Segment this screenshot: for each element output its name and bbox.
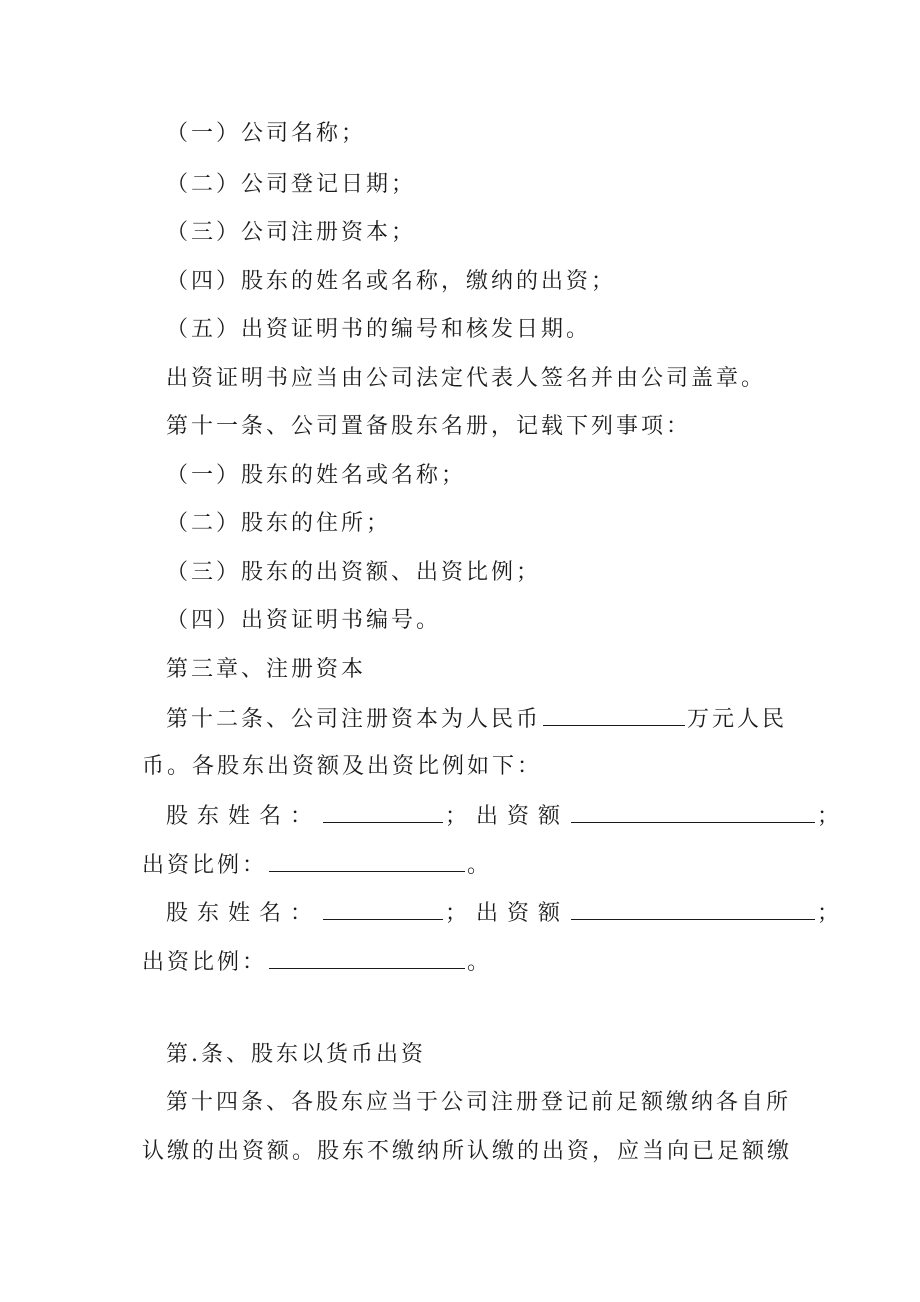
ratio-label: 出资比例： <box>142 950 268 975</box>
article-13: 第.条、股东以货币出资 <box>166 1042 426 1067</box>
shareholder-name-label: 股东姓名： <box>166 901 322 926</box>
certificate-signature-clause: 出资证明书应当由公司法定代表人签名并由公司盖章。 <box>166 366 767 391</box>
shareholder-2-ratio-line <box>142 946 492 978</box>
shareholder-name-label: 股东姓名： <box>166 804 322 829</box>
article-14-line-2: 认缴的出资额。股东不缴纳所认缴的出资，应当向已足额缴 <box>142 1139 793 1164</box>
article-12-line-2: 币。各股东出资额及出资比例如下： <box>142 754 543 779</box>
shareholder-1-capital-blank[interactable] <box>571 800 815 823</box>
capital-label: 出资额 <box>476 804 570 829</box>
shareholder-1-ratio-blank[interactable] <box>269 849 465 872</box>
article-12-text-b: 万元人民 <box>687 707 788 732</box>
ratio-end: 。 <box>467 853 493 878</box>
separator: ； <box>445 901 477 926</box>
shareholder-1-ratio-line <box>142 849 492 881</box>
item-registration-date: （二）公司登记日期； <box>166 172 417 197</box>
register-item-certificate-number: （四）出资证明书编号。 <box>166 608 442 633</box>
shareholder-2-name-blank[interactable] <box>323 897 443 920</box>
shareholder-2-line <box>166 897 848 929</box>
ratio-end: 。 <box>467 950 493 975</box>
shareholder-2-ratio-blank[interactable] <box>269 946 465 969</box>
shareholder-1-line <box>166 800 848 832</box>
article-12-line-1 <box>166 703 787 735</box>
item-registered-capital: （三）公司注册资本； <box>166 220 417 245</box>
shareholder-1-name-blank[interactable] <box>323 800 443 823</box>
item-certificate-number-date: （五）出资证明书的编号和核发日期。 <box>166 317 592 342</box>
article-11: 第十一条、公司置备股东名册，记载下列事项： <box>166 414 692 439</box>
item-company-name: （一）公司名称； <box>166 121 367 146</box>
item-shareholder-contribution: （四）股东的姓名或名称，缴纳的出资； <box>166 269 617 294</box>
ratio-label: 出资比例： <box>142 853 268 878</box>
article-14-line-1: 第十四条、各股东应当于公司注册登记前足额缴纳各自所 <box>166 1090 792 1115</box>
shareholder-2-capital-blank[interactable] <box>571 897 815 920</box>
article-12-text-a: 第十二条、公司注册资本为人民币 <box>166 707 542 732</box>
capital-amount-blank[interactable] <box>543 703 685 726</box>
end-semicolon: ； <box>817 804 849 829</box>
chapter-3-heading: 第三章、注册资本 <box>166 657 367 682</box>
end-semicolon: ； <box>817 901 849 926</box>
separator: ； <box>445 804 477 829</box>
register-item-capital-ratio: （三）股东的出资额、出资比例； <box>166 560 542 585</box>
register-item-name: （一）股东的姓名或名称； <box>166 463 467 488</box>
capital-label: 出资额 <box>476 901 570 926</box>
register-item-address: （二）股东的住所； <box>166 511 392 536</box>
